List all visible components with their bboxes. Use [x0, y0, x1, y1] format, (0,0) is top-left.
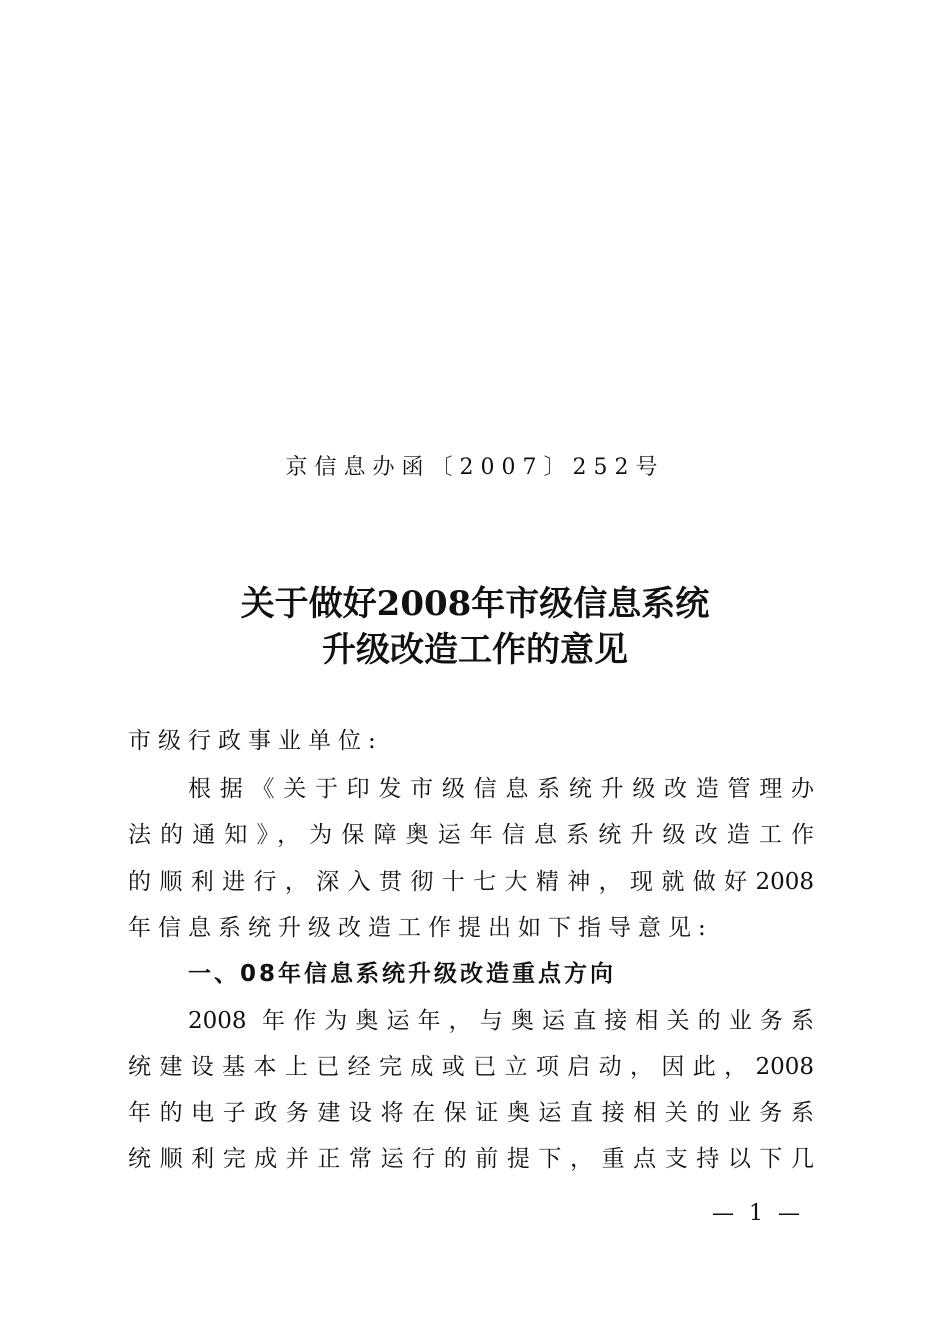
document-title-line-2: 升级改造工作的意见 [322, 630, 628, 670]
paragraph-2-line-3: 年的电子政务建设将在保证奥运直接相关的业务系 [128, 1100, 814, 1126]
document-title-line-1: 关于做好2008年市级信息系统 [240, 584, 710, 624]
paragraph-2-line-1: 2008 年作为奥运年，与奥运直接相关的业务系 [188, 1008, 814, 1034]
section-1-heading: 一、08年信息系统升级改造重点方向 [188, 961, 617, 987]
salutation: 市级行政事业单位: [128, 728, 383, 754]
paragraph-1-line-3: 的顺利进行，深入贯彻十七大精神，现就做好2008 [128, 869, 814, 895]
paragraph-1-line-2: 法的通知》，为保障奥运年信息系统升级改造工作 [128, 822, 814, 848]
page-number: — 1 — [712, 1201, 804, 1226]
paragraph-2-line-4: 统顺利完成并正常运行的前提下，重点支持以下几 [128, 1146, 814, 1172]
document-number: 京信息办函〔2007〕252号 [285, 455, 665, 480]
paragraph-2-line-2: 统建设基本上已经完成或已立项启动，因此，2008 [128, 1054, 814, 1080]
paragraph-1-line-1: 根据《关于印发市级信息系统升级改造管理办 [188, 776, 814, 802]
paragraph-1-line-4: 年信息系统升级改造工作提出如下指导意见: [128, 915, 713, 941]
